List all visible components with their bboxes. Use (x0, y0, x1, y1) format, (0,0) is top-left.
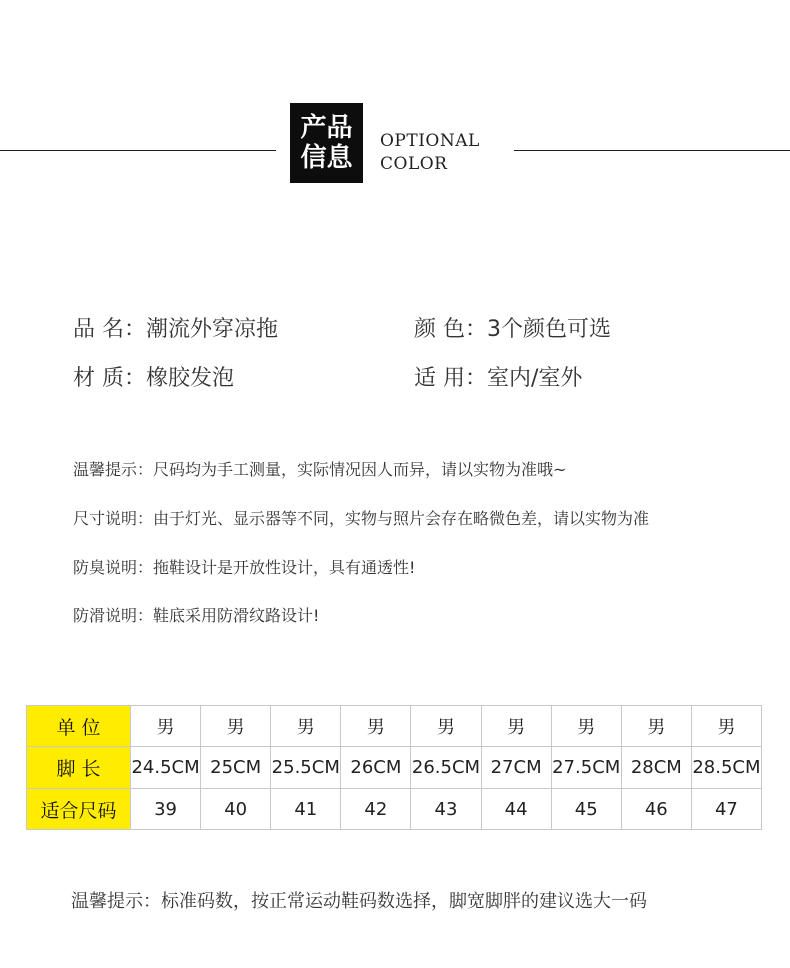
table-row-foot-length (27, 747, 762, 789)
row-header-size: 适合尺码 (27, 789, 131, 830)
product-material-value: 橡胶发泡 (146, 366, 235, 391)
product-color-value: 3个颜色可选 (487, 317, 611, 342)
table-cell: 46 (621, 789, 691, 830)
size-chart-table (26, 705, 762, 830)
table-cell: 47 (691, 789, 761, 830)
table-cell: 25CM (201, 747, 271, 789)
table-cell: 28.5CM (691, 747, 761, 789)
product-usage-value: 室内/室外 (487, 366, 583, 391)
header-divider-right (514, 150, 790, 151)
table-cell: 26.5CM (411, 747, 481, 789)
table-row-unit (27, 706, 762, 747)
subtitle-line-2: COLOR (380, 154, 448, 174)
table-cell: 40 (201, 789, 271, 830)
tip-measurement: 温馨提示：尺码均为手工测量，实际情况因人而异，请以实物为准哦~ (73, 460, 567, 479)
table-cell: 男 (131, 706, 201, 747)
product-name-value: 潮流外穿凉拖 (146, 317, 279, 342)
product-material-label: 材 质： (73, 366, 146, 391)
table-cell: 男 (411, 706, 481, 747)
header-divider-left (0, 150, 276, 151)
product-name-label: 品 名： (73, 317, 146, 342)
table-cell: 男 (341, 706, 411, 747)
row-header-foot-length: 脚 长 (27, 747, 131, 789)
subtitle-line-1: OPTIONAL (380, 131, 480, 151)
product-info-badge (290, 103, 363, 183)
table-cell: 43 (411, 789, 481, 830)
tip-anti-odor: 防臭说明：拖鞋设计是开放性设计，具有通透性! (73, 558, 416, 577)
badge-line-1: 产品 (300, 113, 353, 143)
table-cell: 45 (551, 789, 621, 830)
product-color (414, 312, 611, 343)
product-name (73, 312, 278, 343)
table-cell: 男 (271, 706, 341, 747)
table-cell: 44 (481, 789, 551, 830)
product-color-label: 颜 色： (414, 317, 487, 342)
table-cell: 24.5CM (131, 747, 201, 789)
badge-line-2: 信息 (300, 143, 353, 173)
table-cell: 男 (481, 706, 551, 747)
table-cell: 39 (131, 789, 201, 830)
product-material (73, 361, 234, 392)
table-cell: 41 (271, 789, 341, 830)
product-usage (414, 361, 582, 392)
table-cell: 26CM (341, 747, 411, 789)
optional-color-heading (380, 130, 480, 176)
table-cell: 25.5CM (271, 747, 341, 789)
row-header-unit: 单 位 (27, 706, 131, 747)
table-cell: 男 (201, 706, 271, 747)
table-cell: 男 (621, 706, 691, 747)
table-cell: 28CM (621, 747, 691, 789)
table-row-size (27, 789, 762, 830)
tip-anti-slip: 防滑说明：鞋底采用防滑纹路设计! (73, 606, 320, 625)
product-usage-label: 适 用： (414, 366, 487, 391)
table-cell: 27.5CM (551, 747, 621, 789)
tip-color-difference: 尺寸说明：由于灯光、显示器等不同，实物与照片会存在略微色差，请以实物为准 (73, 509, 650, 528)
table-cell: 男 (551, 706, 621, 747)
bottom-size-tip: 温馨提示：标准码数，按正常运动鞋码数选择，脚宽脚胖的建议选大一码 (71, 891, 647, 912)
table-cell: 27CM (481, 747, 551, 789)
table-cell: 男 (691, 706, 761, 747)
table-cell: 42 (341, 789, 411, 830)
